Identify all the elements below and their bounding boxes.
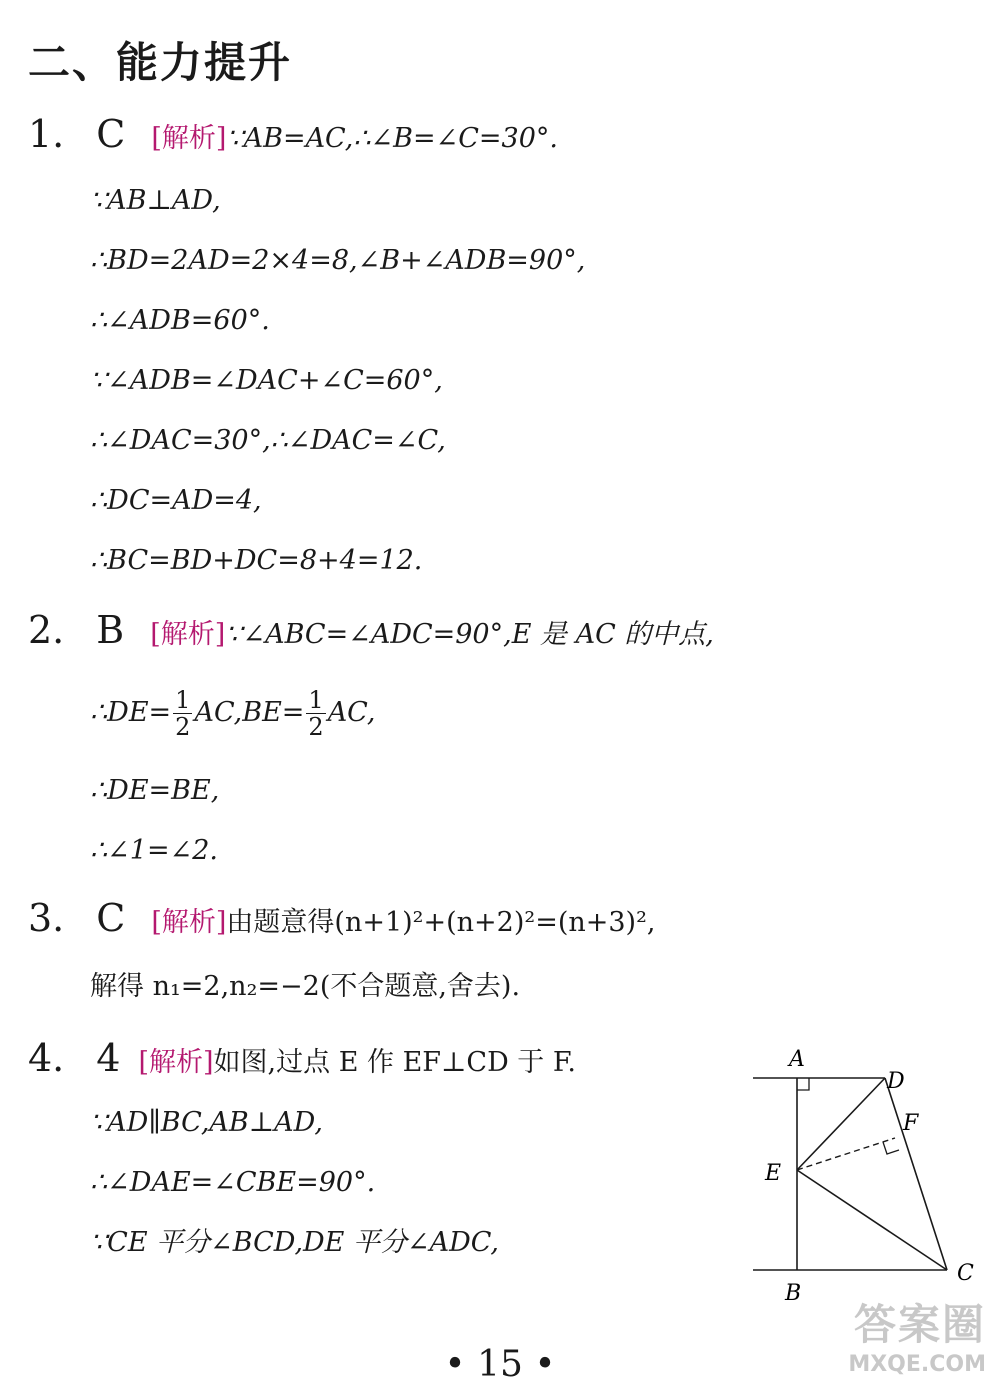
label-a: A	[789, 1047, 805, 1072]
geometry-figure	[745, 1040, 985, 1310]
question-4-line-3: ∵CE 平分∠BCD,DE 平分∠ADC,	[90, 1227, 500, 1258]
watermark-url: MXQE.COM	[848, 1352, 986, 1377]
question-1-line-3: ∴∠ADB=60°.	[90, 305, 270, 336]
question-4-line-1: ∵AD∥BC,AB⊥AD,	[90, 1107, 323, 1138]
question-1-line-6: ∴DC=AD=4,	[90, 485, 262, 516]
fraction-2-denominator: 2	[308, 713, 324, 741]
question-2-answer: B	[96, 608, 125, 652]
question-1-line-1: ∵AB⊥AD,	[90, 185, 221, 216]
question-1-line-2: ∴BD=2AD=2×4=8,∠B+∠ADB=90°,	[90, 245, 586, 276]
label-c: C	[957, 1261, 974, 1286]
question-3-line-1: 解得 n₁=2,n₂=−2(不合题意,舍去).	[90, 971, 521, 1002]
question-3-number: 3.	[28, 896, 65, 940]
label-b: B	[785, 1281, 802, 1306]
section-title: 二、能力提升	[28, 38, 293, 87]
question-2-line-1: ∴DE=BE,	[90, 775, 220, 806]
page-number: • 15 •	[444, 1344, 556, 1385]
fraction-2-numerator: 1	[308, 686, 324, 714]
question-2-tag: [解析]	[150, 619, 226, 650]
question-3-tag: [解析]	[151, 907, 227, 938]
label-f: F	[903, 1111, 919, 1136]
question-1-head-text: ∵AB=AC,∴∠B=∠C=30°.	[226, 123, 558, 154]
fraction-1-numerator: 1	[175, 686, 191, 714]
segment-dc	[885, 1078, 947, 1270]
question-2-number: 2.	[28, 608, 65, 652]
fraction-half-2	[306, 687, 325, 740]
question-4-number: 4.	[28, 1036, 65, 1080]
question-1-tag: [解析]	[151, 123, 227, 154]
frac-line-part-2: AC,BE=	[194, 697, 305, 728]
frac-line-part-1: ∴DE=	[90, 697, 172, 728]
label-e: E	[765, 1161, 782, 1186]
fraction-half-1	[173, 687, 192, 740]
question-1-number: 1.	[28, 112, 65, 156]
question-1-line-5: ∴∠DAC=30°,∴∠DAC=∠C,	[90, 425, 446, 456]
question-4-header	[28, 1036, 576, 1085]
watermark-logo-text: 答案圈	[853, 1300, 986, 1349]
question-4-answer: 4	[96, 1036, 121, 1080]
segment-ec	[797, 1170, 947, 1270]
question-4-tag: [解析]	[138, 1047, 214, 1078]
label-d: D	[887, 1069, 905, 1094]
segment-ed	[797, 1078, 885, 1170]
question-2-fraction-line	[90, 682, 375, 744]
question-2-header	[28, 608, 714, 657]
fraction-1-denominator: 2	[175, 713, 191, 741]
question-1-line-4: ∵∠ADB=∠DAC+∠C=60°,	[90, 365, 443, 396]
question-4-line-2: ∴∠DAE=∠CBE=90°.	[90, 1167, 376, 1198]
frac-line-part-3: AC,	[327, 697, 376, 728]
question-1-header	[28, 112, 558, 161]
right-angle-mark-a	[797, 1078, 809, 1090]
question-4-head-text: 如图,过点 E 作 EF⊥CD 于 F.	[213, 1047, 576, 1078]
question-3-header	[28, 896, 656, 945]
question-1-line-7: ∴BC=BD+DC=8+4=12.	[90, 545, 423, 576]
question-3-answer: C	[96, 896, 126, 940]
question-3-head-text: 由题意得(n+1)²+(n+2)²=(n+3)²,	[226, 907, 656, 938]
question-2-line-2: ∴∠1=∠2.	[90, 835, 218, 866]
question-2-head-text: ∵∠ABC=∠ADC=90°,E 是 AC 的中点,	[225, 619, 714, 650]
right-angle-mark-f	[883, 1142, 899, 1154]
question-1-answer: C	[96, 112, 126, 156]
